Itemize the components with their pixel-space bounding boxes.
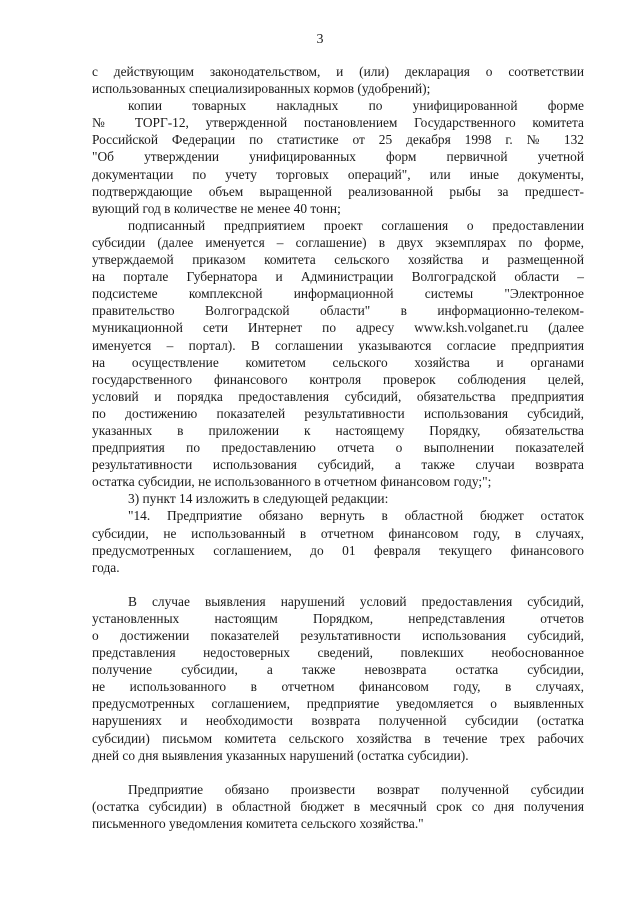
text-line: установленных настоящим Порядком, непредставления отчетов — [92, 610, 584, 626]
text-line: предприятия по предоставлению отчета о выполнении показателей — [92, 440, 584, 456]
text-line: с действующим законодательством, и (или) декларация о соответствии — [92, 64, 584, 79]
text-line: государственного финансового контроля проверок соблюдения целей, — [92, 371, 584, 387]
text-line: (остатка субсидии) в областной бюджет в месячный срок со дня получения — [92, 798, 584, 814]
text-line: о достижении показателей результативности использования субсидий, — [92, 628, 584, 643]
text-line: остатка субсидии, не использованного в отчетном финансовом году;"; — [92, 474, 492, 490]
text-line: года. — [92, 559, 120, 575]
page-number: 3 — [316, 32, 324, 47]
text-line: субсидии) письмом комитета сельского хозяйства в течение трех рабочих — [92, 730, 584, 746]
text-line: получение субсидии, а также невозврата остатка субсидии, — [92, 662, 584, 678]
paragraph — [92, 593, 584, 764]
paragraph — [92, 781, 584, 832]
text-line: субсидии, не использованный в отчетном финансовом году, в случаях, — [92, 525, 584, 541]
paragraph — [92, 490, 584, 507]
text-line: правительство Волгоградской области" в информационно-телеком- — [92, 303, 584, 319]
text-line: подсистеме комплексной информационной системы "Электронное — [92, 286, 584, 302]
text-line: № ТОРГ-12, утвержденной постановлением Государственного комитета — [92, 115, 584, 131]
paragraph — [92, 97, 584, 217]
text-line: предусмотренных соглашением, до 01 февраля текущего финансового — [92, 542, 584, 558]
text-line: представления недостоверных сведений, повлекших необоснованное — [92, 645, 584, 661]
text-line: на осуществление комитетом сельского хозяйства и органами — [92, 354, 584, 370]
text-line: подтверждающие объем выращенной реализованной рыбы за предшест- — [92, 183, 584, 199]
text-line: по достижению показателей результативности использования субсидий, — [92, 405, 584, 421]
text-line: вующий год в количестве не менее 40 тонн; — [92, 200, 341, 216]
text-line: использованных специализированных кормов (удобрений); — [92, 81, 431, 97]
text-line: на портале Губернатора и Администрации Волгоградской области – — [92, 269, 584, 285]
text-line: копии товарных накладных по унифицированной форме — [128, 98, 584, 114]
text-line: предусмотренных соглашением, предприятие уведомляется о выявленных — [92, 696, 584, 712]
paragraph-spacer — [92, 576, 584, 593]
text-line: утверждаемой приказом комитета сельского хозяйства и размещенной — [92, 252, 584, 268]
text-line: Предприятие обязано произвести возврат полученной субсидии — [128, 781, 584, 797]
text-line: муникационной сети Интернет по адресу www.ksh.volganet.ru (далее — [92, 320, 584, 336]
text-line: "Об утверждении унифицированных форм первичной учетной — [92, 149, 584, 165]
text-line: именуется – портал). В соглашении указываются согласие предприятия — [92, 337, 584, 353]
text-line: субсидии (далее именуется – соглашение) в двух экземплярах по форме, — [92, 234, 584, 250]
paragraph — [92, 63, 584, 97]
text-line: нарушениях и необходимости возврата полученной субсидии (остатка — [92, 713, 584, 729]
text-line: 3) пункт 14 изложить в следующей редакции: — [128, 491, 389, 507]
text-line: Российской Федерации по статистике от 25 декабря 1998 г. № 132 — [92, 132, 584, 148]
paragraph — [92, 507, 584, 575]
text-line: "14. Предприятие обязано вернуть в областной бюджет остаток — [128, 508, 584, 524]
text-line: не использованного в отчетном финансовом году, в случаях, — [92, 679, 584, 695]
paragraph — [92, 217, 584, 491]
text-line: дней со дня выявления указанных нарушений (остатка субсидии). — [92, 747, 469, 763]
text-line: указанных в приложении к настоящему Порядку, обязательства — [92, 422, 584, 438]
text-line: условий и порядка предоставления субсидий, обязательства предприятия — [92, 388, 584, 404]
text-line: документации по учету торговых операций", или иные документы, — [92, 166, 584, 182]
document-body — [92, 63, 584, 832]
paragraph-spacer — [92, 764, 584, 781]
text-line: письменного уведомления комитета сельского хозяйства." — [92, 815, 424, 831]
text-line: В случае выявления нарушений условий предоставления субсидий, — [128, 593, 584, 609]
text-line: результативности использования субсидий, а также случаи возврата — [92, 457, 584, 473]
text-line: подписанный предприятием проект соглашения о предоставлении — [128, 217, 584, 233]
